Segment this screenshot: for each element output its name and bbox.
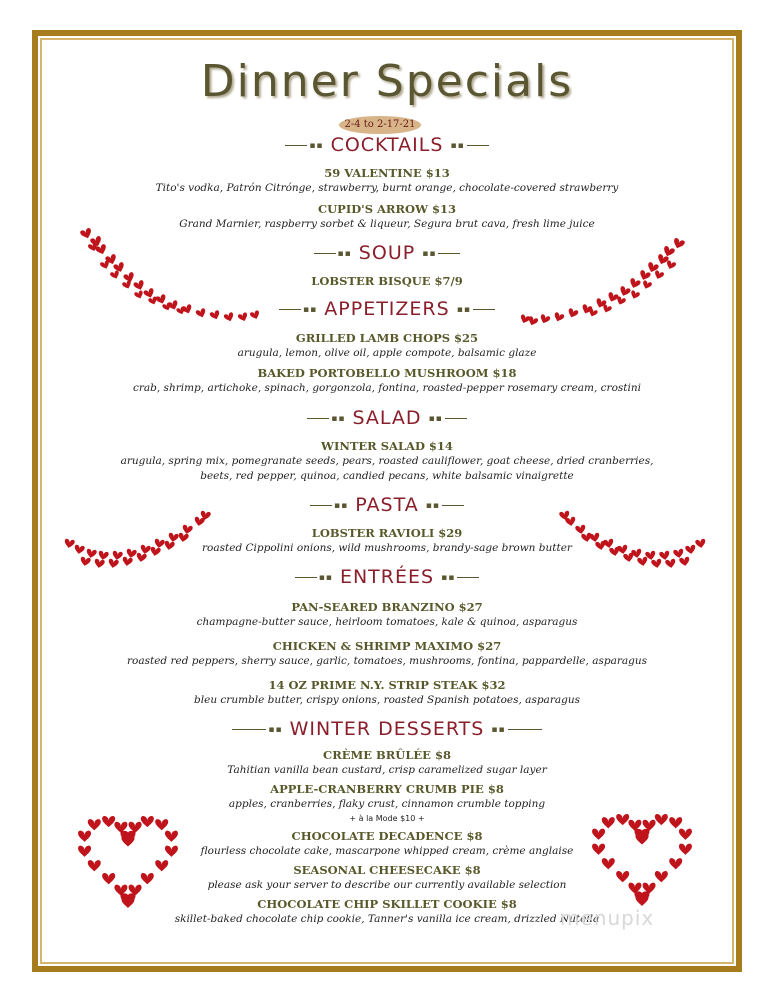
section-appetizers: ▪▪ APPETIZERS ▪▪	[0, 298, 774, 320]
item-desc-lobster-ravioli: roasted Cippolini onions, wild mushrooms, brandy-sage brown butter	[202, 542, 572, 554]
item-desc-maximo: roasted red peppers, sherry sauce, garlic, tomatoes, mushrooms, fontina, pappardelle, asparagus	[127, 655, 647, 667]
section-desserts-label: WINTER DESSERTS	[289, 718, 485, 740]
item-desc-strip-steak: bleu crumble butter, crispy onions, roasted Spanish potatoes, asparagus	[194, 694, 580, 706]
item-desc-winter-salad-2: beets, red pepper, quinoa, candied pecans, white balsamic vinaigrette	[200, 470, 574, 482]
item-name-cupids-arrow: CUPID'S ARROW $13	[318, 202, 456, 216]
item-name-lobster-bisque: LOBSTER BISQUE $7/9	[311, 274, 463, 288]
item-desc-winter-salad-1: arugula, spring mix, pomegranate seeds, pears, roasted cauliflower, goat cheese, dried cranberries,	[120, 455, 654, 467]
a-la-mode-note: + à la Mode $10 +	[349, 814, 425, 823]
item-desc-crumb-pie: apples, cranberries, flaky crust, cinnamon crumble topping	[228, 798, 546, 810]
page-title: Dinner Specials	[200, 56, 574, 107]
item-desc-59-valentine: Tito's vodka, Patrón Citrónge, strawberry, burnt orange, chocolate-covered strawberry	[155, 182, 619, 194]
section-desserts: ▪▪ WINTER DESSERTS ▪▪	[0, 718, 774, 740]
section-salad-label: SALAD	[352, 407, 422, 429]
item-name-branzino: PAN-SEARED BRANZINO $27	[291, 600, 483, 614]
section-salad: ▪▪ SALAD ▪▪	[0, 407, 774, 429]
item-desc-lamb-chops: arugula, lemon, olive oil, apple compote, balsamic glaze	[237, 347, 537, 359]
item-desc-branzino: champagne-butter sauce, heirloom tomatoes, kale & quinoa, asparagus	[196, 616, 578, 628]
item-name-portobello: BAKED PORTOBELLO MUSHROOM $18	[257, 366, 517, 380]
watermark: menupix	[560, 906, 655, 930]
section-pasta-label: PASTA	[355, 494, 419, 516]
section-soup: ▪▪ SOUP ▪▪	[0, 242, 774, 264]
item-desc-chocolate-decadence: flourless chocolate cake, mascarpone whipped cream, crème anglaise	[200, 845, 574, 857]
item-name-59-valentine: 59 VALENTINE $13	[324, 166, 450, 180]
section-entrees: ▪▪ ENTRÉES ▪▪	[0, 566, 774, 588]
date-range-badge: 2-4 to 2-17-21	[339, 116, 421, 134]
item-desc-portobello: crab, shrimp, artichoke, spinach, gorgonzola, fontina, roasted-pepper rosemary cream, crostini	[133, 382, 641, 394]
item-name-lamb-chops: GRILLED LAMB CHOPS $25	[295, 331, 479, 345]
item-desc-cheesecake: please ask your server to describe our currently available selection	[207, 879, 567, 891]
section-appetizers-label: APPETIZERS	[324, 298, 450, 320]
item-desc-creme-brulee: Tahitian vanilla bean custard, crisp caramelized sugar layer	[227, 764, 547, 776]
item-name-crumb-pie: APPLE-CRANBERRY CRUMB PIE $8	[270, 782, 504, 796]
item-desc-cupids-arrow: Grand Marnier, raspberry sorbet & liqueur, Segura brut cava, fresh lime juice	[179, 218, 595, 230]
item-name-skillet-cookie: CHOCOLATE CHIP SKILLET COOKIE $8	[257, 897, 517, 911]
item-name-cheesecake: SEASONAL CHEESECAKE $8	[293, 863, 481, 877]
item-name-winter-salad: WINTER SALAD $14	[321, 439, 453, 453]
item-name-strip-steak: 14 OZ PRIME N.Y. STRIP STEAK $32	[268, 678, 506, 692]
section-cocktails-label: COCKTAILS	[330, 134, 444, 156]
section-pasta: ▪▪ PASTA ▪▪	[0, 494, 774, 516]
item-name-maximo: CHICKEN & SHRIMP MAXIMO $27	[272, 639, 502, 653]
item-name-chocolate-decadence: CHOCOLATE DECADENCE $8	[291, 829, 483, 843]
item-name-creme-brulee: CRÈME BRÛLÉE $8	[323, 748, 451, 762]
section-soup-label: SOUP	[358, 242, 416, 264]
item-desc-skillet-cookie: skillet-baked chocolate chip cookie, Tanner's vanilla ice cream, drizzled Nutella	[174, 913, 600, 925]
section-cocktails: ▪▪ COCKTAILS ▪▪	[0, 134, 774, 156]
item-name-lobster-ravioli: LOBSTER RAVIOLI $29	[311, 526, 463, 540]
section-entrees-label: ENTRÉES	[339, 566, 435, 588]
